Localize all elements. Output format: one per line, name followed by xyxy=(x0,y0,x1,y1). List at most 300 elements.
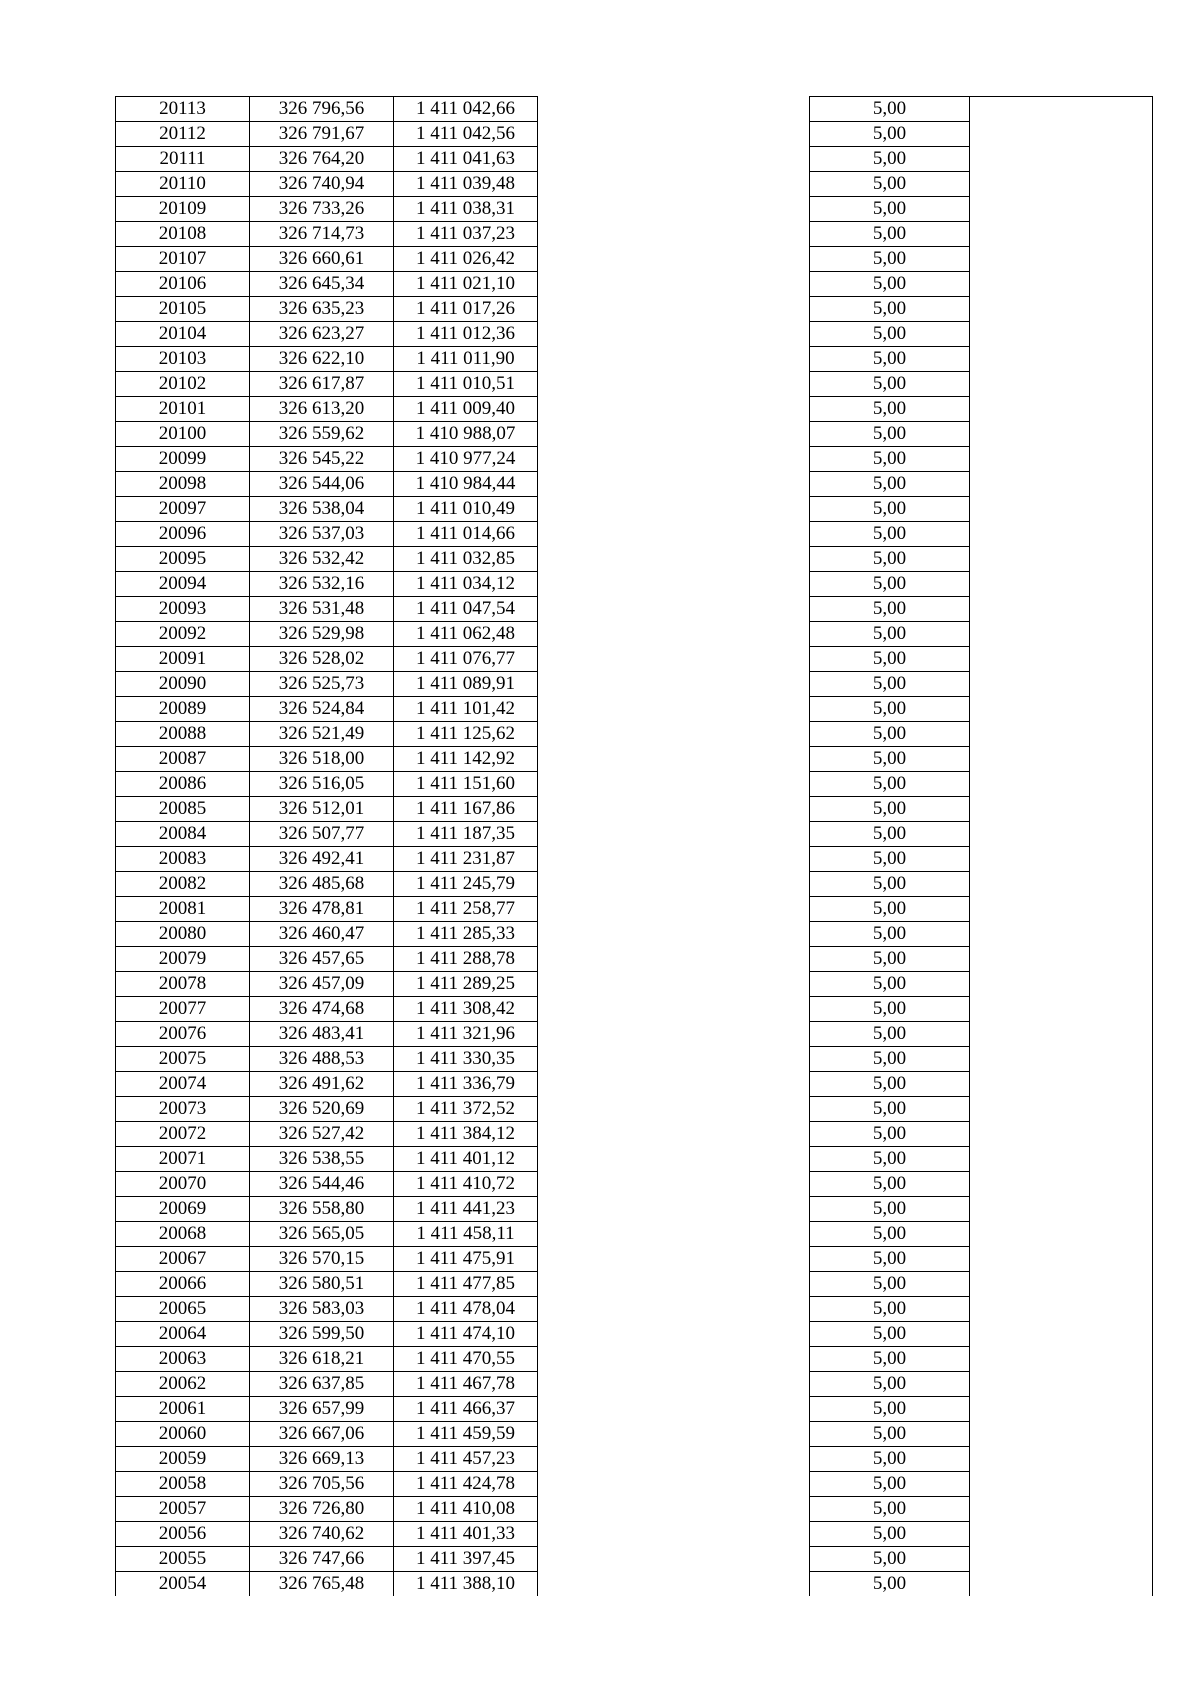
empty-cell xyxy=(538,772,810,797)
x-coordinate-cell: 326 521,49 xyxy=(250,722,394,747)
value-cell: 5,00 xyxy=(810,897,970,922)
empty-cell xyxy=(970,847,1153,872)
value-cell: 5,00 xyxy=(810,672,970,697)
empty-cell xyxy=(538,197,810,222)
value-cell: 5,00 xyxy=(810,647,970,672)
table-row xyxy=(116,147,1153,172)
table-row xyxy=(116,1422,1153,1447)
point-number-cell: 20088 xyxy=(116,722,250,747)
empty-cell xyxy=(538,1547,810,1572)
y-coordinate-cell: 1 411 458,11 xyxy=(394,1222,538,1247)
x-coordinate-cell: 326 485,68 xyxy=(250,872,394,897)
empty-cell xyxy=(538,1572,810,1597)
empty-cell xyxy=(538,422,810,447)
point-number-cell: 20109 xyxy=(116,197,250,222)
table-row xyxy=(116,797,1153,822)
point-number-cell: 20086 xyxy=(116,772,250,797)
point-number-cell: 20094 xyxy=(116,572,250,597)
value-cell: 5,00 xyxy=(810,272,970,297)
point-number-cell: 20102 xyxy=(116,372,250,397)
value-cell: 5,00 xyxy=(810,1322,970,1347)
y-coordinate-cell: 1 411 397,45 xyxy=(394,1547,538,1572)
table-row xyxy=(116,422,1153,447)
point-number-cell: 20076 xyxy=(116,1022,250,1047)
point-number-cell: 20093 xyxy=(116,597,250,622)
empty-cell xyxy=(970,1372,1153,1397)
empty-cell xyxy=(538,1497,810,1522)
empty-cell xyxy=(970,997,1153,1022)
x-coordinate-cell: 326 491,62 xyxy=(250,1072,394,1097)
point-number-cell: 20055 xyxy=(116,1547,250,1572)
y-coordinate-cell: 1 411 372,52 xyxy=(394,1097,538,1122)
x-coordinate-cell: 326 527,42 xyxy=(250,1122,394,1147)
empty-cell xyxy=(970,1297,1153,1322)
empty-cell xyxy=(538,397,810,422)
table-row xyxy=(116,1547,1153,1572)
x-coordinate-cell: 326 740,62 xyxy=(250,1522,394,1547)
value-cell: 5,00 xyxy=(810,572,970,597)
x-coordinate-cell: 326 764,20 xyxy=(250,147,394,172)
x-coordinate-cell: 326 747,66 xyxy=(250,1547,394,1572)
empty-cell xyxy=(970,797,1153,822)
table-row xyxy=(116,572,1153,597)
empty-cell xyxy=(538,1472,810,1497)
empty-cell xyxy=(970,222,1153,247)
point-number-cell: 20099 xyxy=(116,447,250,472)
empty-cell xyxy=(538,672,810,697)
value-cell: 5,00 xyxy=(810,1372,970,1397)
table-row xyxy=(116,1222,1153,1247)
empty-cell xyxy=(538,997,810,1022)
point-number-cell: 20075 xyxy=(116,1047,250,1072)
table-row xyxy=(116,522,1153,547)
table-row xyxy=(116,1447,1153,1472)
table-row xyxy=(116,622,1153,647)
point-number-cell: 20062 xyxy=(116,1372,250,1397)
empty-cell xyxy=(970,822,1153,847)
y-coordinate-cell: 1 411 288,78 xyxy=(394,947,538,972)
empty-cell xyxy=(538,1447,810,1472)
value-cell: 5,00 xyxy=(810,1472,970,1497)
table-row xyxy=(116,272,1153,297)
point-number-cell: 20096 xyxy=(116,522,250,547)
x-coordinate-cell: 326 657,99 xyxy=(250,1397,394,1422)
table-row xyxy=(116,772,1153,797)
y-coordinate-cell: 1 410 984,44 xyxy=(394,472,538,497)
y-coordinate-cell: 1 411 474,10 xyxy=(394,1322,538,1347)
x-coordinate-cell: 326 559,62 xyxy=(250,422,394,447)
table-row xyxy=(116,997,1153,1022)
empty-cell xyxy=(538,747,810,772)
empty-cell xyxy=(970,1272,1153,1297)
x-coordinate-cell: 326 532,42 xyxy=(250,547,394,572)
point-number-cell: 20107 xyxy=(116,247,250,272)
value-cell: 5,00 xyxy=(810,1572,970,1597)
table-row xyxy=(116,972,1153,997)
x-coordinate-cell: 326 635,23 xyxy=(250,297,394,322)
y-coordinate-cell: 1 411 321,96 xyxy=(394,1022,538,1047)
y-coordinate-cell: 1 411 167,86 xyxy=(394,797,538,822)
point-number-cell: 20103 xyxy=(116,347,250,372)
y-coordinate-cell: 1 411 231,87 xyxy=(394,847,538,872)
table-row xyxy=(116,1522,1153,1547)
empty-cell xyxy=(970,1347,1153,1372)
value-cell: 5,00 xyxy=(810,1022,970,1047)
value-cell: 5,00 xyxy=(810,872,970,897)
value-cell: 5,00 xyxy=(810,1172,970,1197)
y-coordinate-cell: 1 411 336,79 xyxy=(394,1072,538,1097)
point-number-cell: 20070 xyxy=(116,1172,250,1197)
empty-cell xyxy=(538,472,810,497)
empty-cell xyxy=(538,972,810,997)
empty-cell xyxy=(970,1522,1153,1547)
table-row xyxy=(116,947,1153,972)
y-coordinate-cell: 1 411 410,72 xyxy=(394,1172,538,1197)
empty-cell xyxy=(538,1022,810,1047)
point-number-cell: 20111 xyxy=(116,147,250,172)
table-row xyxy=(116,1297,1153,1322)
empty-cell xyxy=(538,1422,810,1447)
empty-cell xyxy=(538,1372,810,1397)
value-cell: 5,00 xyxy=(810,997,970,1022)
empty-cell xyxy=(970,972,1153,997)
x-coordinate-cell: 326 733,26 xyxy=(250,197,394,222)
table-row xyxy=(116,1097,1153,1122)
table-row xyxy=(116,1272,1153,1297)
table-row xyxy=(116,1472,1153,1497)
point-number-cell: 20054 xyxy=(116,1572,250,1597)
y-coordinate-cell: 1 411 467,78 xyxy=(394,1372,538,1397)
empty-cell xyxy=(970,572,1153,597)
y-coordinate-cell: 1 411 017,26 xyxy=(394,297,538,322)
empty-cell xyxy=(970,647,1153,672)
value-cell: 5,00 xyxy=(810,822,970,847)
y-coordinate-cell: 1 411 401,12 xyxy=(394,1147,538,1172)
empty-cell xyxy=(538,1322,810,1347)
empty-cell xyxy=(538,697,810,722)
empty-cell xyxy=(538,797,810,822)
point-number-cell: 20065 xyxy=(116,1297,250,1322)
point-number-cell: 20095 xyxy=(116,547,250,572)
empty-cell xyxy=(970,172,1153,197)
y-coordinate-cell: 1 411 011,90 xyxy=(394,347,538,372)
empty-cell xyxy=(538,247,810,272)
y-coordinate-cell: 1 411 026,42 xyxy=(394,247,538,272)
value-cell: 5,00 xyxy=(810,847,970,872)
value-cell: 5,00 xyxy=(810,1122,970,1147)
point-number-cell: 20090 xyxy=(116,672,250,697)
table-row xyxy=(116,747,1153,772)
table-row xyxy=(116,872,1153,897)
empty-cell xyxy=(538,172,810,197)
point-number-cell: 20073 xyxy=(116,1097,250,1122)
x-coordinate-cell: 326 529,98 xyxy=(250,622,394,647)
table-row xyxy=(116,1397,1153,1422)
x-coordinate-cell: 326 492,41 xyxy=(250,847,394,872)
y-coordinate-cell: 1 411 032,85 xyxy=(394,547,538,572)
empty-cell xyxy=(970,447,1153,472)
empty-cell xyxy=(970,1572,1153,1597)
y-coordinate-cell: 1 411 021,10 xyxy=(394,272,538,297)
empty-cell xyxy=(970,397,1153,422)
empty-cell xyxy=(970,472,1153,497)
empty-cell xyxy=(970,272,1153,297)
x-coordinate-cell: 326 483,41 xyxy=(250,1022,394,1047)
empty-cell xyxy=(970,1322,1153,1347)
x-coordinate-cell: 326 528,02 xyxy=(250,647,394,672)
table-row xyxy=(116,1072,1153,1097)
x-coordinate-cell: 326 622,10 xyxy=(250,347,394,372)
point-number-cell: 20074 xyxy=(116,1072,250,1097)
empty-cell xyxy=(538,1272,810,1297)
table-row xyxy=(116,847,1153,872)
value-cell: 5,00 xyxy=(810,1197,970,1222)
x-coordinate-cell: 326 518,00 xyxy=(250,747,394,772)
y-coordinate-cell: 1 411 441,23 xyxy=(394,1197,538,1222)
empty-cell xyxy=(970,247,1153,272)
point-number-cell: 20058 xyxy=(116,1472,250,1497)
table-row xyxy=(116,497,1153,522)
x-coordinate-cell: 326 544,46 xyxy=(250,1172,394,1197)
empty-cell xyxy=(538,1297,810,1322)
y-coordinate-cell: 1 411 384,12 xyxy=(394,1122,538,1147)
value-cell: 5,00 xyxy=(810,1247,970,1272)
empty-cell xyxy=(538,222,810,247)
value-cell: 5,00 xyxy=(810,1522,970,1547)
point-number-cell: 20085 xyxy=(116,797,250,822)
y-coordinate-cell: 1 411 289,25 xyxy=(394,972,538,997)
value-cell: 5,00 xyxy=(810,747,970,772)
empty-cell xyxy=(538,1122,810,1147)
y-coordinate-cell: 1 411 062,48 xyxy=(394,622,538,647)
empty-cell xyxy=(970,1472,1153,1497)
value-cell: 5,00 xyxy=(810,1422,970,1447)
coordinates-table xyxy=(115,96,1153,1596)
empty-cell xyxy=(538,322,810,347)
value-cell: 5,00 xyxy=(810,122,970,147)
empty-cell xyxy=(970,347,1153,372)
y-coordinate-cell: 1 411 330,35 xyxy=(394,1047,538,1072)
empty-cell xyxy=(538,1197,810,1222)
x-coordinate-cell: 326 714,73 xyxy=(250,222,394,247)
x-coordinate-cell: 326 512,01 xyxy=(250,797,394,822)
y-coordinate-cell: 1 411 038,31 xyxy=(394,197,538,222)
empty-cell xyxy=(538,522,810,547)
value-cell: 5,00 xyxy=(810,1497,970,1522)
value-cell: 5,00 xyxy=(810,197,970,222)
x-coordinate-cell: 326 599,50 xyxy=(250,1322,394,1347)
point-number-cell: 20101 xyxy=(116,397,250,422)
empty-cell xyxy=(970,872,1153,897)
document-page xyxy=(115,96,1152,1596)
x-coordinate-cell: 326 538,04 xyxy=(250,497,394,522)
x-coordinate-cell: 326 705,56 xyxy=(250,1472,394,1497)
value-cell: 5,00 xyxy=(810,1047,970,1072)
value-cell: 5,00 xyxy=(810,947,970,972)
x-coordinate-cell: 326 617,87 xyxy=(250,372,394,397)
x-coordinate-cell: 326 667,06 xyxy=(250,1422,394,1447)
empty-cell xyxy=(970,372,1153,397)
y-coordinate-cell: 1 411 014,66 xyxy=(394,522,538,547)
y-coordinate-cell: 1 411 401,33 xyxy=(394,1522,538,1547)
x-coordinate-cell: 326 531,48 xyxy=(250,597,394,622)
x-coordinate-cell: 326 637,85 xyxy=(250,1372,394,1397)
empty-cell xyxy=(970,697,1153,722)
value-cell: 5,00 xyxy=(810,772,970,797)
y-coordinate-cell: 1 411 285,33 xyxy=(394,922,538,947)
x-coordinate-cell: 326 520,69 xyxy=(250,1097,394,1122)
point-number-cell: 20091 xyxy=(116,647,250,672)
empty-cell xyxy=(970,922,1153,947)
y-coordinate-cell: 1 411 125,62 xyxy=(394,722,538,747)
empty-cell xyxy=(538,572,810,597)
table-row xyxy=(116,922,1153,947)
empty-cell xyxy=(970,1222,1153,1247)
empty-cell xyxy=(538,347,810,372)
table-row xyxy=(116,347,1153,372)
x-coordinate-cell: 326 488,53 xyxy=(250,1047,394,1072)
x-coordinate-cell: 326 524,84 xyxy=(250,697,394,722)
table-row xyxy=(116,1172,1153,1197)
x-coordinate-cell: 326 618,21 xyxy=(250,1347,394,1372)
y-coordinate-cell: 1 411 042,66 xyxy=(394,97,538,122)
table-row xyxy=(116,1372,1153,1397)
empty-cell xyxy=(538,97,810,122)
y-coordinate-cell: 1 411 089,91 xyxy=(394,672,538,697)
value-cell: 5,00 xyxy=(810,1397,970,1422)
value-cell: 5,00 xyxy=(810,347,970,372)
y-coordinate-cell: 1 411 047,54 xyxy=(394,597,538,622)
empty-cell xyxy=(538,147,810,172)
y-coordinate-cell: 1 411 101,42 xyxy=(394,697,538,722)
point-number-cell: 20061 xyxy=(116,1397,250,1422)
point-number-cell: 20072 xyxy=(116,1122,250,1147)
point-number-cell: 20082 xyxy=(116,872,250,897)
point-number-cell: 20060 xyxy=(116,1422,250,1447)
point-number-cell: 20097 xyxy=(116,497,250,522)
y-coordinate-cell: 1 411 475,91 xyxy=(394,1247,538,1272)
empty-cell xyxy=(538,547,810,572)
point-number-cell: 20057 xyxy=(116,1497,250,1522)
empty-cell xyxy=(970,1072,1153,1097)
x-coordinate-cell: 326 457,09 xyxy=(250,972,394,997)
empty-cell xyxy=(970,422,1153,447)
x-coordinate-cell: 326 765,48 xyxy=(250,1572,394,1597)
value-cell: 5,00 xyxy=(810,1547,970,1572)
point-number-cell: 20089 xyxy=(116,697,250,722)
empty-cell xyxy=(538,1172,810,1197)
empty-cell xyxy=(970,297,1153,322)
point-number-cell: 20104 xyxy=(116,322,250,347)
empty-cell xyxy=(970,597,1153,622)
value-cell: 5,00 xyxy=(810,472,970,497)
table-row xyxy=(116,897,1153,922)
table-row xyxy=(116,472,1153,497)
point-number-cell: 20056 xyxy=(116,1522,250,1547)
table-row xyxy=(116,672,1153,697)
empty-cell xyxy=(970,522,1153,547)
x-coordinate-cell: 326 516,05 xyxy=(250,772,394,797)
value-cell: 5,00 xyxy=(810,622,970,647)
x-coordinate-cell: 326 457,65 xyxy=(250,947,394,972)
value-cell: 5,00 xyxy=(810,1072,970,1097)
y-coordinate-cell: 1 411 459,59 xyxy=(394,1422,538,1447)
x-coordinate-cell: 326 726,80 xyxy=(250,1497,394,1522)
x-coordinate-cell: 326 660,61 xyxy=(250,247,394,272)
value-cell: 5,00 xyxy=(810,97,970,122)
x-coordinate-cell: 326 623,27 xyxy=(250,322,394,347)
empty-cell xyxy=(970,1022,1153,1047)
y-coordinate-cell: 1 411 478,04 xyxy=(394,1297,538,1322)
value-cell: 5,00 xyxy=(810,497,970,522)
value-cell: 5,00 xyxy=(810,297,970,322)
empty-cell xyxy=(538,1522,810,1547)
coordinates-table-body xyxy=(116,97,1153,1597)
x-coordinate-cell: 326 474,68 xyxy=(250,997,394,1022)
y-coordinate-cell: 1 411 076,77 xyxy=(394,647,538,672)
value-cell: 5,00 xyxy=(810,697,970,722)
empty-cell xyxy=(970,1122,1153,1147)
empty-cell xyxy=(538,497,810,522)
empty-cell xyxy=(538,597,810,622)
point-number-cell: 20077 xyxy=(116,997,250,1022)
empty-cell xyxy=(970,622,1153,647)
empty-cell xyxy=(538,372,810,397)
point-number-cell: 20068 xyxy=(116,1222,250,1247)
point-number-cell: 20098 xyxy=(116,472,250,497)
table-row xyxy=(116,647,1153,672)
point-number-cell: 20106 xyxy=(116,272,250,297)
point-number-cell: 20081 xyxy=(116,897,250,922)
value-cell: 5,00 xyxy=(810,222,970,247)
x-coordinate-cell: 326 478,81 xyxy=(250,897,394,922)
x-coordinate-cell: 326 507,77 xyxy=(250,822,394,847)
table-row xyxy=(116,1347,1153,1372)
empty-cell xyxy=(538,1047,810,1072)
empty-cell xyxy=(970,1172,1153,1197)
y-coordinate-cell: 1 411 012,36 xyxy=(394,322,538,347)
x-coordinate-cell: 326 791,67 xyxy=(250,122,394,147)
x-coordinate-cell: 326 583,03 xyxy=(250,1297,394,1322)
x-coordinate-cell: 326 740,94 xyxy=(250,172,394,197)
point-number-cell: 20113 xyxy=(116,97,250,122)
table-row xyxy=(116,1572,1153,1597)
value-cell: 5,00 xyxy=(810,797,970,822)
table-row xyxy=(116,1047,1153,1072)
y-coordinate-cell: 1 411 151,60 xyxy=(394,772,538,797)
y-coordinate-cell: 1 411 010,49 xyxy=(394,497,538,522)
x-coordinate-cell: 326 532,16 xyxy=(250,572,394,597)
table-row xyxy=(116,547,1153,572)
value-cell: 5,00 xyxy=(810,447,970,472)
y-coordinate-cell: 1 411 308,42 xyxy=(394,997,538,1022)
point-number-cell: 20064 xyxy=(116,1322,250,1347)
point-number-cell: 20066 xyxy=(116,1272,250,1297)
empty-cell xyxy=(538,1397,810,1422)
value-cell: 5,00 xyxy=(810,522,970,547)
y-coordinate-cell: 1 411 410,08 xyxy=(394,1497,538,1522)
y-coordinate-cell: 1 411 466,37 xyxy=(394,1397,538,1422)
empty-cell xyxy=(970,897,1153,922)
empty-cell xyxy=(538,947,810,972)
point-number-cell: 20084 xyxy=(116,822,250,847)
empty-cell xyxy=(538,1247,810,1272)
empty-cell xyxy=(970,1447,1153,1472)
y-coordinate-cell: 1 411 037,23 xyxy=(394,222,538,247)
value-cell: 5,00 xyxy=(810,1147,970,1172)
x-coordinate-cell: 326 538,55 xyxy=(250,1147,394,1172)
x-coordinate-cell: 326 545,22 xyxy=(250,447,394,472)
